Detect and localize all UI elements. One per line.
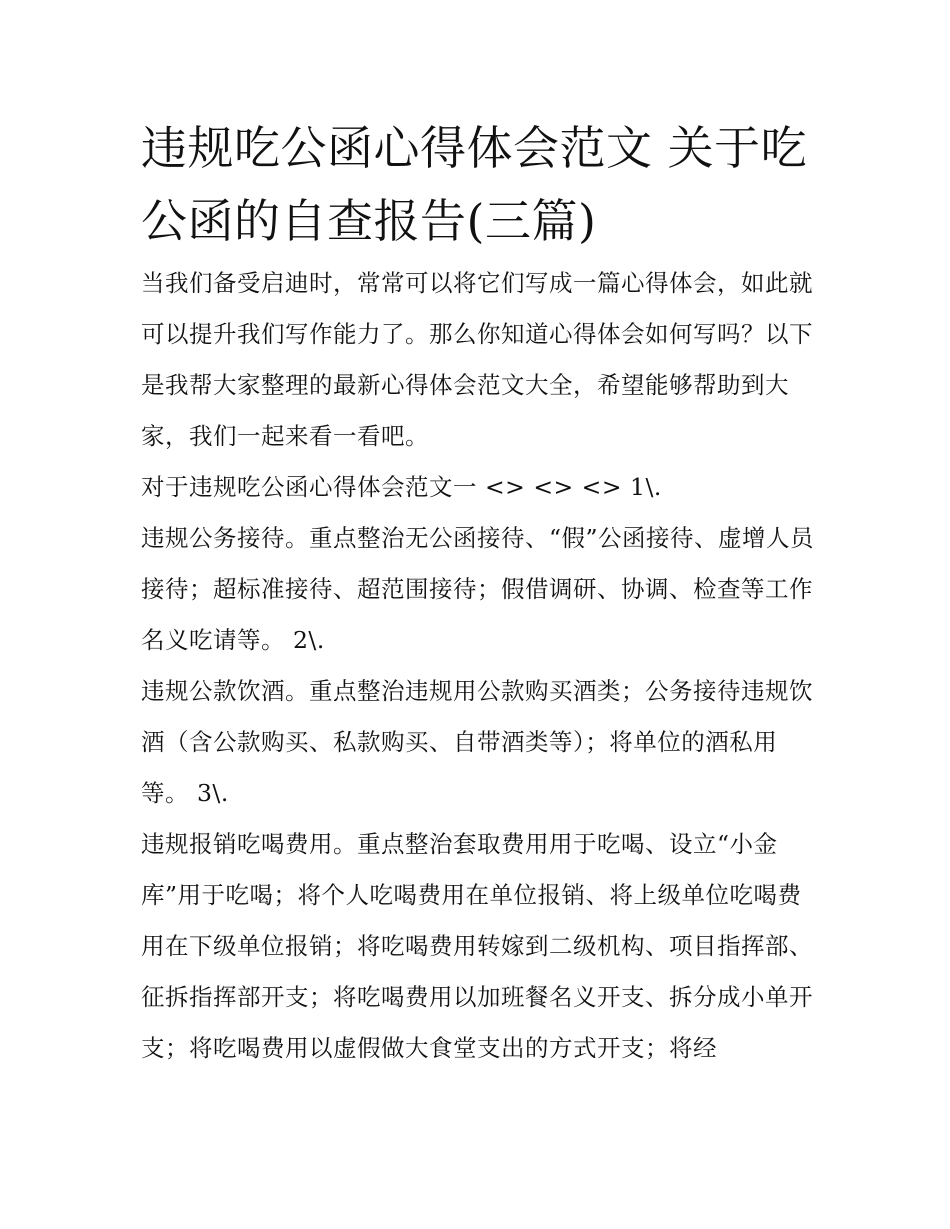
document-body	[141, 112, 817, 1074]
reimbursement-paragraph: 违规报销吃喝费用。重点整治套取费用用于吃喝、设立“小金库”用于吃喝；将个人吃喝费用在单位报销、将上级单位吃喝费用在下级单位报销；将吃喝费用转嫁到二级机构、项目指挥部、征拆指挥部开支；将吃喝费用以加班餐名义开支、拆分成小单开支；将吃喝费用以虚假做大食堂支出的方式开支；将经	[141, 830, 813, 1062]
intro-paragraph: 当我们备受启迪时，常常可以将它们写成一篇心得体会，如此就可以提升我们写作能力了。那么你知道心得体会如何写吗？以下是我帮大家整理的最新心得体会范文大全，希望能够帮助到大家，我们一起来看一看吧。	[141, 269, 813, 450]
document-title: 违规吃公函心得体会范文 关于吃公函的自查报告(三篇)	[141, 121, 808, 248]
reception-paragraph: 违规公务接待。重点整治无公函接待、“假”公函接待、虚增人员接待；超标准接待、超范围接待；假借调研、协调、检查等工作名义吃请等。 2\.	[141, 524, 815, 654]
drinking-paragraph: 违规公款饮酒。重点整治违规用公款购买酒类；公务接待违规饮酒（含公款购买、私款购买、自带酒类等）；将单位的酒私用等。 3\.	[141, 677, 813, 807]
section-heading-paragraph: 对于违规吃公函心得体会范文一 <> <> <> 1\.	[141, 473, 662, 501]
